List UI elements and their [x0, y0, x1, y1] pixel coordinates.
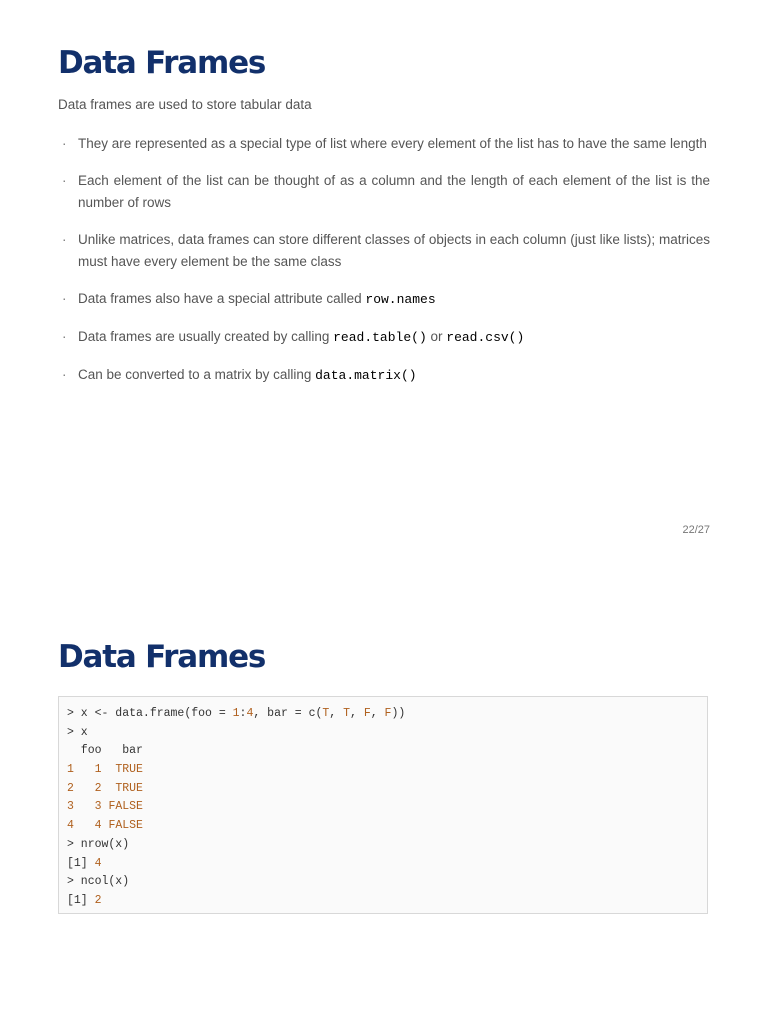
bullet-dot-icon: · [62, 173, 67, 188]
code-text: [1] [67, 893, 95, 907]
code-literal: F [363, 707, 371, 720]
code-text: [1] [67, 856, 95, 870]
code-number: 4 [246, 707, 254, 720]
code-line: > x [67, 725, 88, 739]
bullet-text: Each element of the list can be thought of as a column and the length of each element of the list is the number of rows [78, 173, 710, 210]
code-text: > x <- data.frame(foo = [67, 707, 233, 720]
code-block [58, 696, 708, 914]
slide-title: Data Frames [58, 639, 266, 675]
code-space [74, 819, 95, 832]
code-number: 2 [94, 781, 102, 795]
row-index: 3 [67, 800, 74, 814]
bullet-item [58, 229, 710, 273]
code-number: 1 [94, 763, 102, 777]
code-line [67, 855, 699, 874]
code-text: : [239, 707, 247, 720]
code-line [67, 798, 699, 817]
code-line [67, 761, 699, 780]
bullet-dot-icon: · [62, 136, 67, 151]
bullet-item [58, 364, 710, 387]
code-space [102, 782, 116, 795]
code-literal: TRUE [115, 781, 143, 795]
bullet-text: or [426, 329, 447, 344]
bullet-item [58, 133, 710, 155]
bullet-item [58, 326, 710, 349]
code-literal: FALSE [108, 819, 143, 833]
slide-title: Data Frames [58, 45, 266, 81]
bullet-text: Data frames also have a special attribute called [78, 291, 366, 306]
code-literal: FALSE [108, 800, 143, 814]
code-text: , [329, 707, 344, 720]
code-number: 4 [94, 856, 102, 870]
bullet-item [58, 288, 710, 311]
bullet-text: Can be converted to a matrix by calling [78, 367, 316, 382]
bullet-text: Data frames are usually created by calling [78, 329, 334, 344]
code-literal: T [322, 707, 330, 720]
inline-code: read.csv() [446, 330, 525, 345]
bullet-dot-icon: · [62, 329, 67, 344]
code-line [67, 780, 699, 799]
row-index: 1 [67, 763, 74, 777]
code-literal: TRUE [115, 763, 143, 777]
bullet-dot-icon: · [62, 232, 67, 247]
row-index: 4 [67, 819, 74, 833]
code-space [74, 782, 95, 795]
bullet-item [58, 170, 710, 214]
bullet-dot-icon: · [62, 367, 67, 382]
inline-code: read.table() [333, 330, 427, 345]
row-index: 2 [67, 781, 74, 795]
code-number: 3 [94, 800, 102, 814]
code-line [67, 705, 699, 724]
code-space [74, 763, 95, 776]
code-line: foo bar [67, 744, 143, 758]
inline-code: row.names [365, 292, 436, 307]
code-space [74, 800, 95, 813]
code-line: > ncol(x) [67, 875, 130, 889]
page-number: 22/27 [682, 524, 710, 536]
code-number: 1 [232, 707, 240, 720]
code-literal: F [384, 707, 392, 720]
bullet-text: They are represented as a special type of list where every element of the list has to have the same length [78, 136, 707, 151]
code-line [67, 817, 699, 836]
code-space [102, 763, 116, 776]
code-number: 4 [94, 819, 102, 833]
code-text: )) [391, 707, 406, 720]
code-text: , bar = c( [253, 707, 323, 720]
code-literal: T [343, 707, 350, 720]
code-line: > nrow(x) [67, 837, 130, 851]
bullet-text: Unlike matrices, data frames can store different classes of objects in each column (just like lists); matrices must have every element be the same class [78, 232, 710, 269]
code-line [67, 892, 699, 911]
code-text: , [350, 707, 364, 720]
inline-code: data.matrix() [315, 368, 417, 383]
code-number: 2 [94, 893, 102, 907]
bullet-dot-icon: · [62, 291, 67, 306]
code-text: , [370, 707, 385, 720]
intro-text: Data frames are used to store tabular data [58, 97, 312, 112]
bullet-list [58, 133, 710, 402]
